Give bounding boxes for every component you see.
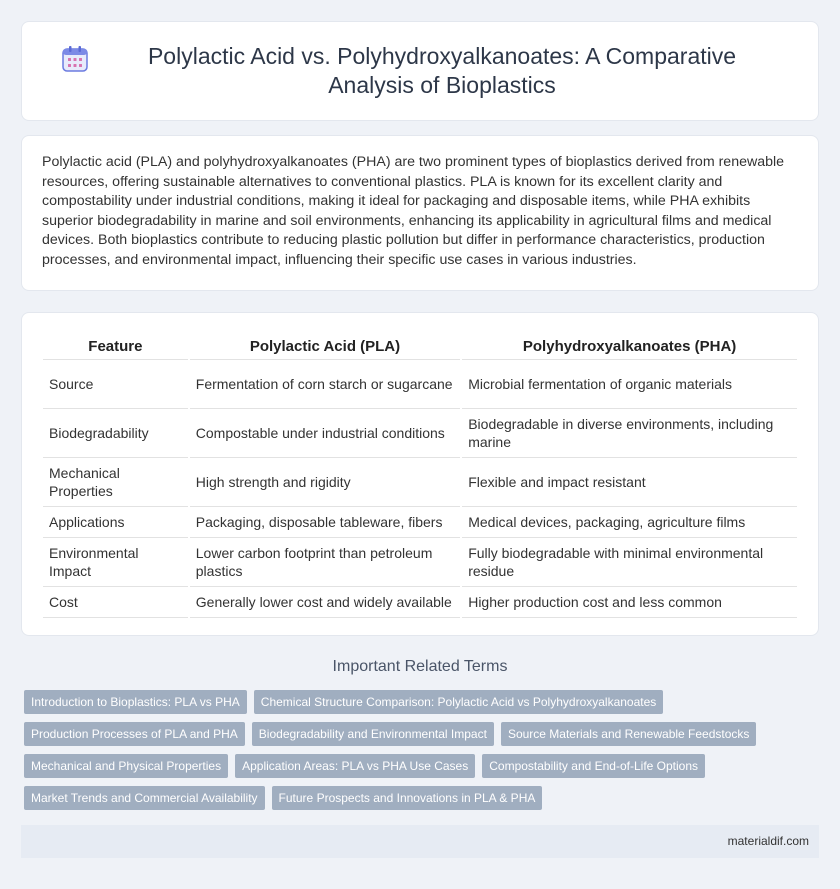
table-row — [43, 458, 797, 507]
table-header-row — [43, 332, 797, 360]
related-term-tag[interactable]: Biodegradability and Environmental Impact — [252, 722, 494, 746]
table-cell: Environmental Impact — [43, 538, 188, 587]
summary-text: Polylactic acid (PLA) and polyhydroxyalkanoates (PHA) are two prominent types of bioplastics derived from renewable resources, offering sustainable alternatives to conventional plastics. PLA is known for its excellent clarity and compostability under industrial conditions, making it ideal for packaging and disposable items, while PHA exhibits superior biodegradability in marine and soil environments, enhancing its applicability in agricultural films and medical devices. Both bioplastics contribute to reducing plastic pollution but differ in performance characteristics, production processes, and environmental impact, influencing their specific use cases in various industries. — [42, 154, 785, 268]
table-row — [43, 409, 797, 458]
column-header: Feature — [43, 332, 188, 360]
related-terms-heading: Important Related Terms — [332, 658, 508, 675]
related-term-tag[interactable]: Chemical Structure Comparison: Polylactic Acid vs Polyhydroxyalkanoates — [254, 690, 664, 714]
related-term-tag[interactable]: Market Trends and Commercial Availability — [24, 786, 265, 810]
related-terms-list — [24, 690, 814, 818]
table-cell: Mechanical Properties — [43, 458, 188, 507]
table-row — [43, 587, 797, 618]
table-cell: Fully biodegradable with minimal environmental residue — [462, 538, 797, 587]
comparison-card — [21, 312, 819, 636]
title-wrap — [60, 42, 780, 100]
column-header: Polyhydroxyalkanoates (PHA) — [462, 332, 797, 360]
table-cell: Biodegradability — [43, 409, 188, 458]
table-cell: Applications — [43, 507, 188, 538]
table-cell: Biodegradable in diverse environments, including marine — [462, 409, 797, 458]
comparison-table — [41, 332, 799, 618]
table-cell: Lower carbon footprint than petroleum plastics — [190, 538, 460, 587]
summary-card — [21, 135, 819, 291]
related-term-tag[interactable]: Production Processes of PLA and PHA — [24, 722, 245, 746]
table-cell: Higher production cost and less common — [462, 587, 797, 618]
related-term-tag[interactable]: Mechanical and Physical Properties — [24, 754, 228, 778]
related-term-tag[interactable]: Future Prospects and Innovations in PLA & PHA — [272, 786, 543, 810]
related-term-tag[interactable]: Introduction to Bioplastics: PLA vs PHA — [24, 690, 247, 714]
title-card — [21, 21, 819, 121]
table-cell: Packaging, disposable tableware, fibers — [190, 507, 460, 538]
table-row — [43, 360, 797, 409]
related-term-tag[interactable]: Application Areas: PLA vs PHA Use Cases — [235, 754, 475, 778]
table-cell: Cost — [43, 587, 188, 618]
table-row — [43, 538, 797, 587]
site-link[interactable]: materialdif.com — [727, 834, 809, 848]
column-header: Polylactic Acid (PLA) — [190, 332, 460, 360]
table-cell: Medical devices, packaging, agriculture films — [462, 507, 797, 538]
table-cell: Microbial fermentation of organic materials — [462, 360, 797, 409]
calendar-icon — [60, 44, 90, 74]
table-row — [43, 507, 797, 538]
table-cell: High strength and rigidity — [190, 458, 460, 507]
footer — [21, 825, 819, 858]
page-title: Polylactic Acid vs. Polyhydroxyalkanoates: A Comparative Analysis of Bioplastics — [147, 43, 737, 98]
table-cell: Source — [43, 360, 188, 409]
table-cell: Generally lower cost and widely available — [190, 587, 460, 618]
related-term-tag[interactable]: Compostability and End-of-Life Options — [482, 754, 705, 778]
table-cell: Fermentation of corn starch or sugarcane — [190, 360, 460, 409]
table-cell: Compostable under industrial conditions — [190, 409, 460, 458]
related-term-tag[interactable]: Source Materials and Renewable Feedstocks — [501, 722, 756, 746]
table-cell: Flexible and impact resistant — [462, 458, 797, 507]
